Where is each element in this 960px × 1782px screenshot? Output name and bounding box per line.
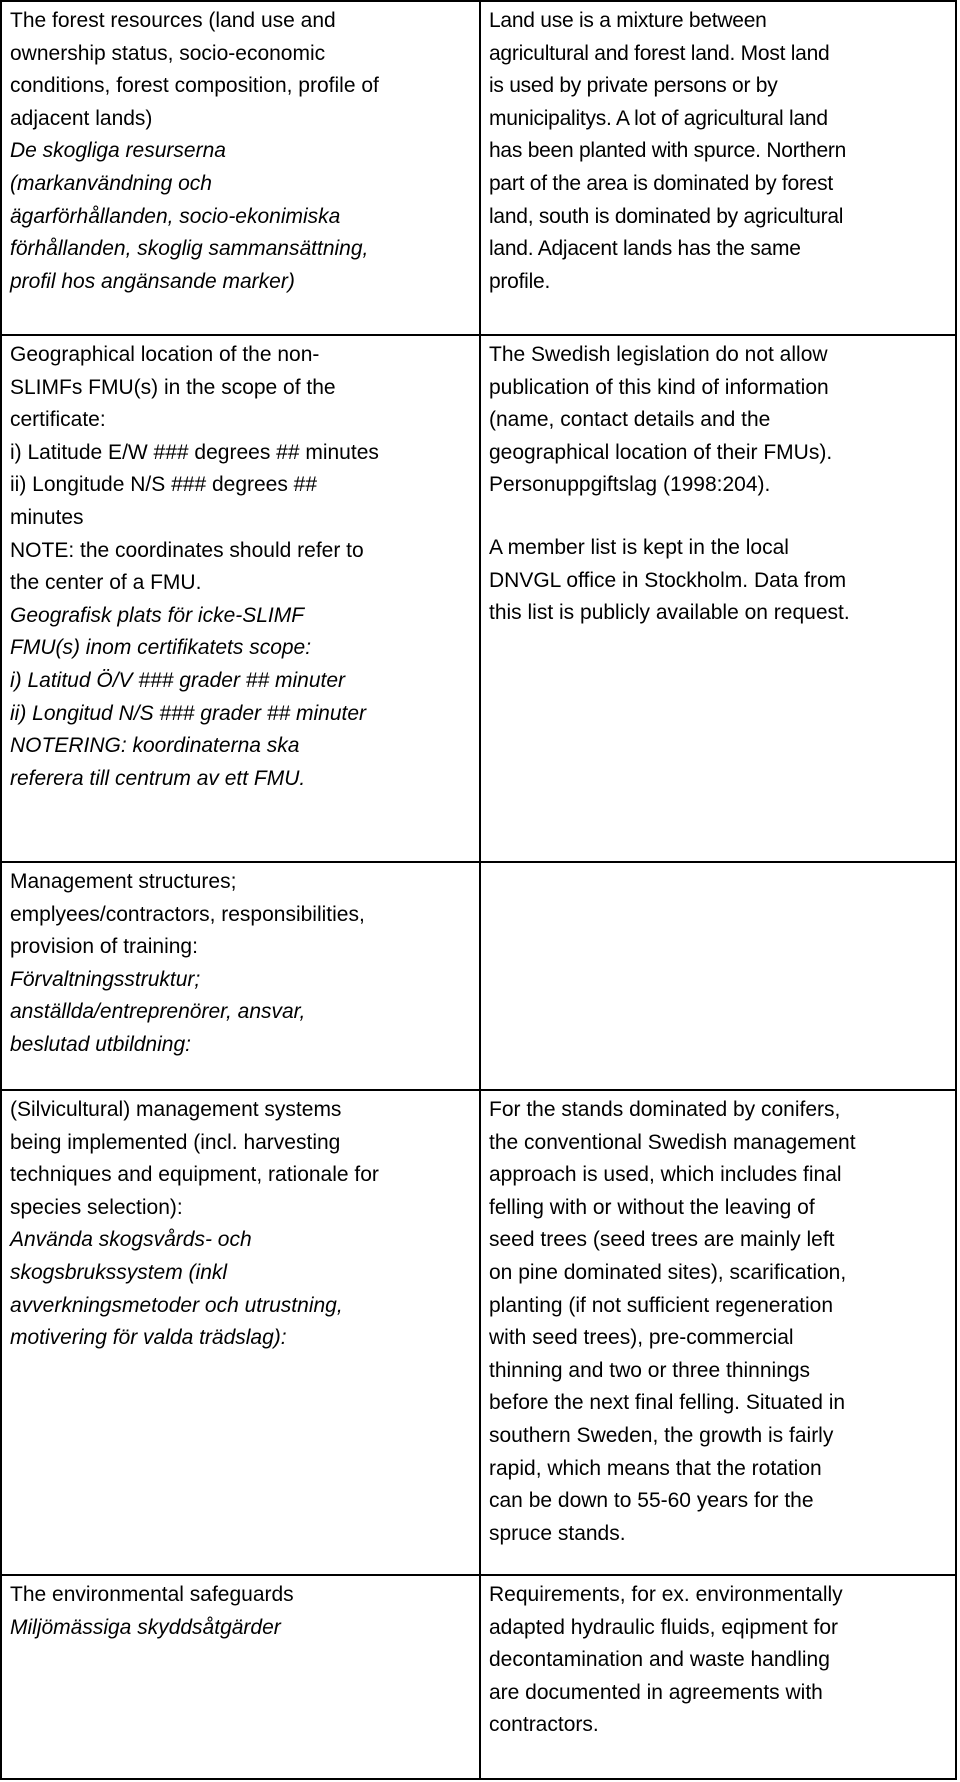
value-cell bbox=[480, 335, 956, 862]
label-en-line: (Silvicultural) management systems bbox=[10, 1098, 342, 1121]
label-sv-line: i) Latitud Ö/V ### grader ## minuter bbox=[10, 668, 346, 692]
label-sv-line: ii) Longitud N/S ### grader ## minuter bbox=[10, 701, 367, 725]
label-en-line: techniques and equipment, rationale for bbox=[10, 1163, 379, 1187]
value-line: approach is used, which includes final bbox=[489, 1163, 842, 1187]
value-line: For the stands dominated by conifers, bbox=[489, 1098, 841, 1121]
value-line: before the next final felling. Situated in bbox=[489, 1391, 846, 1415]
value-cell bbox=[480, 1, 956, 335]
value-line: Requirements, for ex. environmentally bbox=[489, 1583, 843, 1606]
value-line: are documented in agreements with bbox=[489, 1680, 823, 1704]
label-cell bbox=[1, 1575, 480, 1779]
value-line: Personuppgiftslag (1998:204). bbox=[489, 473, 771, 497]
label-en-line: certificate: bbox=[10, 408, 106, 432]
value-line: with seed trees), pre-commercial bbox=[489, 1326, 794, 1350]
label-sv-line: Förvaltningsstruktur; bbox=[10, 967, 201, 991]
label-en-line: Geographical location of the non- bbox=[10, 343, 320, 366]
label-en-line: adjacent lands) bbox=[10, 106, 153, 130]
label-en-line: The forest resources (land use and bbox=[10, 9, 336, 32]
value-line: decontamination and waste handling bbox=[489, 1648, 830, 1672]
label-cell bbox=[1, 862, 480, 1090]
value-line: profile. bbox=[489, 269, 551, 293]
table-row-environmental-safeguards bbox=[1, 1575, 956, 1779]
label-en-line: emplyees/contractors, responsibilities, bbox=[10, 902, 365, 926]
label-en-line: being implemented (incl. harvesting bbox=[10, 1130, 341, 1154]
value-line: agricultural and forest land. Most land bbox=[489, 41, 830, 65]
value-line: Land use is a mixture between bbox=[489, 9, 767, 32]
label-en-line: provision of training: bbox=[10, 935, 198, 959]
value-line: can be down to 55-60 years for the bbox=[489, 1489, 814, 1513]
table-row-silvicultural-systems bbox=[1, 1090, 956, 1575]
label-sv-line: referera till centrum av ett FMU. bbox=[10, 766, 306, 790]
value-line: DNVGL office in Stockholm. Data from bbox=[489, 568, 847, 592]
value-line: part of the area is dominated by forest bbox=[489, 171, 833, 195]
label-en-line: The environmental safeguards bbox=[10, 1583, 294, 1606]
value-line: has been planted with spurce. Northern bbox=[489, 139, 847, 163]
label-sv-line: avverkningsmetoder och utrustning, bbox=[10, 1293, 343, 1317]
label-sv-line: Använda skogsvårds- och bbox=[10, 1228, 252, 1252]
label-en-line: i) Latitude E/W ### degrees ## minutes bbox=[10, 440, 379, 464]
label-sv-line: förhållanden, skoglig sammansättning, bbox=[10, 237, 369, 261]
label-en-line: species selection): bbox=[10, 1195, 183, 1219]
value-line: The Swedish legislation do not allow bbox=[489, 343, 828, 366]
label-en-line: Management structures; bbox=[10, 870, 237, 893]
value-line: the conventional Swedish management bbox=[489, 1130, 856, 1154]
label-en-line: conditions, forest composition, profile of bbox=[10, 74, 379, 98]
value-cell bbox=[480, 1575, 956, 1779]
label-cell bbox=[1, 1090, 480, 1575]
label-en-line: minutes bbox=[10, 505, 84, 529]
value-line: spruce stands. bbox=[489, 1521, 626, 1545]
value-line: geographical location of their FMUs). bbox=[489, 440, 833, 464]
value-cell-empty bbox=[480, 862, 956, 1090]
label-sv-line: profil hos angänsande marker) bbox=[10, 269, 295, 293]
label-sv-line: FMU(s) inom certifikatets scope: bbox=[10, 636, 312, 660]
label-cell bbox=[1, 335, 480, 862]
table-row-forest-resources bbox=[1, 1, 956, 335]
table-row-geographical-location bbox=[1, 335, 956, 862]
value-line: is used by private persons or by bbox=[489, 74, 778, 98]
value-cell bbox=[480, 1090, 956, 1575]
paragraph-gap bbox=[489, 502, 947, 532]
value-line: A member list is kept in the local bbox=[489, 535, 789, 559]
table-row-management-structures bbox=[1, 862, 956, 1090]
value-line: publication of this kind of information bbox=[489, 375, 829, 399]
label-sv-line: ägarförhållanden, socio-ekonimiska bbox=[10, 204, 341, 228]
label-en-line: ii) Longitude N/S ### degrees ## bbox=[10, 473, 318, 497]
value-line: thinning and two or three thinnings bbox=[489, 1358, 811, 1382]
label-sv-line: NOTERING: koordinaterna ska bbox=[10, 734, 300, 758]
label-sv-line: De skogliga resurserna bbox=[10, 139, 226, 163]
label-sv-line: beslutad utbildning: bbox=[10, 1032, 191, 1056]
value-line: municipalitys. A lot of agricultural land bbox=[489, 106, 828, 130]
label-sv-line: Miljömässiga skyddsåtgärder bbox=[10, 1615, 281, 1639]
value-line: land. Adjacent lands has the same bbox=[489, 237, 801, 261]
value-line: land, south is dominated by agricultural bbox=[489, 204, 844, 228]
label-en-line: NOTE: the coordinates should refer to bbox=[10, 538, 364, 562]
value-line: adapted hydraulic fluids, eqipment for bbox=[489, 1615, 839, 1639]
value-line: (name, contact details and the bbox=[489, 408, 771, 432]
label-sv-line: skogsbrukssystem (inkl bbox=[10, 1260, 228, 1284]
label-sv-line: (markanvändning och bbox=[10, 171, 212, 195]
label-sv-line: anställda/entreprenörer, ansvar, bbox=[10, 1000, 306, 1024]
value-line: southern Sweden, the growth is fairly bbox=[489, 1423, 834, 1447]
label-sv-line: Geografisk plats för icke-SLIMF bbox=[10, 603, 305, 627]
label-cell bbox=[1, 1, 480, 335]
label-en-line: SLIMFs FMU(s) in the scope of the bbox=[10, 375, 336, 399]
value-line: felling with or without the leaving of bbox=[489, 1195, 815, 1219]
label-sv-line: motivering för valda trädslag): bbox=[10, 1326, 287, 1350]
value-line: on pine dominated sites), scarification, bbox=[489, 1260, 847, 1284]
value-line: rapid, which means that the rotation bbox=[489, 1456, 822, 1480]
value-line: this list is publicly available on request. bbox=[489, 601, 850, 625]
value-line: contractors. bbox=[489, 1713, 599, 1737]
value-line: planting (if not sufficient regeneration bbox=[489, 1293, 833, 1317]
value-line: seed trees (seed trees are mainly left bbox=[489, 1228, 835, 1252]
label-en-line: the center of a FMU. bbox=[10, 571, 202, 595]
label-en-line: ownership status, socio-economic bbox=[10, 41, 326, 65]
